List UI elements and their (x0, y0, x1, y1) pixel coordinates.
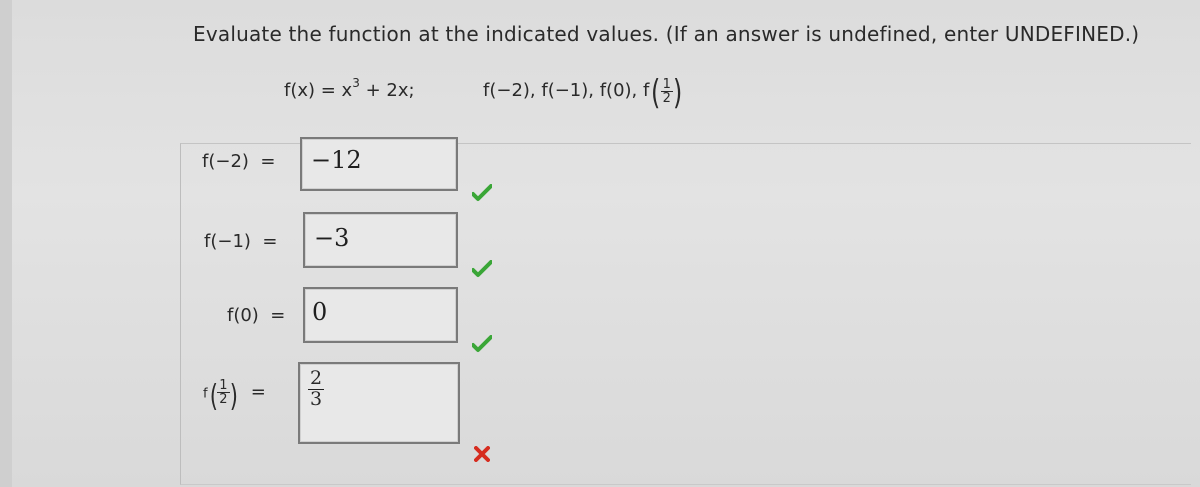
answer-value-f-neg1: −3 (314, 224, 350, 252)
row-label-f-0: f(0) = (227, 305, 286, 326)
paren-open: ( (651, 73, 661, 113)
checkmark-icon (472, 335, 492, 353)
row-label-f-neg1: f(−1) = (204, 231, 278, 252)
answer-value-f-0: 0 (312, 298, 328, 326)
row-label-f-neg2: f(−2) = (202, 151, 276, 172)
x-mark-icon (474, 446, 490, 462)
half-denominator: 2 (662, 90, 671, 106)
answer-value-f-neg2: −12 (311, 146, 362, 174)
instructions-text: Evaluate the function at the indicated values. (If an answer is undefined, enter UNDEFINED.) (193, 22, 1140, 46)
evaluation-points (483, 73, 684, 113)
points-text: f(−2), f(−1), f(0), f (483, 80, 650, 101)
row-label-f-half: f( $\frac{1}{2}$ ) = (203, 378, 266, 414)
checkmark-icon (472, 184, 492, 202)
function-exponent: 3 (352, 76, 360, 90)
function-definition (284, 76, 415, 101)
answer-value-f-half: $\frac{2}{3}$ (310, 367, 323, 410)
function-rhs: + 2x; (359, 80, 415, 101)
checkmark-icon (472, 260, 492, 278)
function-lhs: f(x) = x (284, 80, 353, 101)
half-fraction (661, 78, 673, 105)
half-numerator: 1 (662, 76, 671, 92)
paren-close: ) (672, 73, 683, 113)
page-edge (0, 0, 12, 487)
